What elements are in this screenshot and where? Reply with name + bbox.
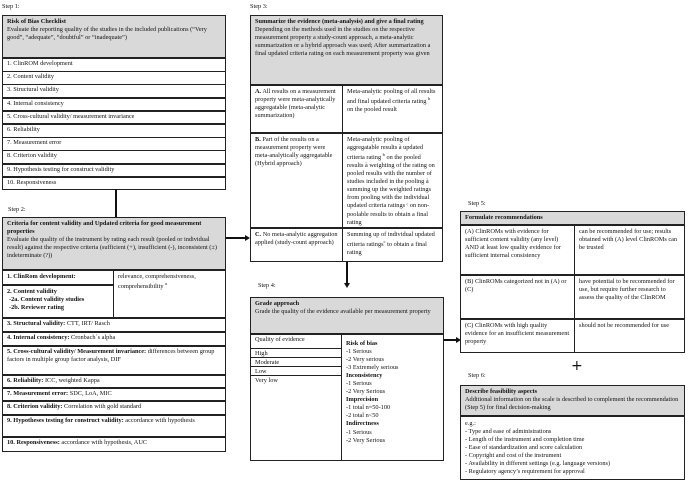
step2-criteria-cell: relevance, comprehensiveness, comprehensibility $^a$ <box>113 270 226 318</box>
step2-item <box>2 437 226 452</box>
downgrade-heading: Inconsistency <box>346 372 383 380</box>
feasibility-item: - Availability in different settings (e.g. language versions) <box>465 460 611 468</box>
step4-quality-column <box>250 334 342 461</box>
step2-item-text: differences between group factors in multiple group factor analysis, DIF <box>7 348 215 364</box>
step1-item: 9. Hypothesis testing for construct validity <box>2 164 226 178</box>
step2-item-label: 6. Reliability: <box>7 377 44 384</box>
step5-header <box>460 211 685 225</box>
step2-item-text: CTT, IRT/ Rasch <box>65 320 110 327</box>
step4-downgrade-column <box>341 334 444 461</box>
step1-item: 6. Reliability <box>2 124 226 138</box>
step2-item <box>2 401 226 415</box>
step1-item: 8. Criterion validity <box>2 150 226 164</box>
step2-header <box>2 217 226 270</box>
quality-level: Low <box>251 367 341 376</box>
step1-item: 3. Structural validity <box>2 84 226 98</box>
downgrade-item: -1 Serious <box>346 348 372 356</box>
step5-row-a-right: can be recommended for use; results obtained with (A) level ClinROMs can be trusted <box>574 225 685 275</box>
downgrade-heading: Indirectness <box>346 420 379 428</box>
step3-row-a-left: A. All results on a measurement property were meta-analytically aggregatable (meta-analytic summarization) <box>250 85 343 133</box>
step6-description: Additional information on the scale is described to complement the recommendation (Step 5) for final decision-making <box>465 396 679 412</box>
quality-level: High <box>251 349 341 358</box>
downgrade-item: -1 Serious <box>346 380 372 388</box>
step2-title: Criteria for content validity and Updated criteria for good measurement properties <box>7 220 202 236</box>
step1-item: 5. Cross-cultural validity/ measurement invariance <box>2 111 226 125</box>
step2-item <box>2 415 226 437</box>
step3-row-c-left: C. No meta-analytic aggregation applied (study-count approach) <box>250 228 343 262</box>
step6-eg: e.g.: <box>465 420 476 427</box>
step1-title: Risk of Bias Checklist <box>7 18 66 25</box>
step2-item-label: 9. Hypotheses testing for construct validity: <box>7 417 124 424</box>
step6-header <box>460 385 685 416</box>
step1-item: 2. Content validity <box>2 71 226 85</box>
feasibility-item: - Length of the instrument and completion time <box>465 436 585 444</box>
step5-row-c-left: (C) ClinROMs with high quality evidence for an insufficient measurement property <box>460 319 575 353</box>
downgrade-item: -2 total n<50 <box>346 412 379 420</box>
downgrade-item: -3 Extremely serious <box>346 364 399 372</box>
quality-header: Quality of evidence <box>251 335 341 349</box>
step4-label: Step 4: <box>258 282 276 289</box>
feasibility-item: - Copyright and cost of the instrument <box>465 452 562 460</box>
step2-item-label: 10. Responsiveness: <box>7 439 60 446</box>
step3-row-c-right: Summing up of individual updated criteria ratings$^c$ to obtain a final rating <box>342 228 443 262</box>
step2-label: Step 2: <box>8 206 26 213</box>
step2-item-label: 8. Criterion validity: <box>7 403 63 410</box>
step1-header <box>2 15 226 58</box>
quality-level: Very low <box>255 377 278 384</box>
step2-item <box>2 346 226 375</box>
step2-item <box>2 332 226 346</box>
step3-label: Step 3: <box>250 3 268 10</box>
plus-icon: + <box>571 358 583 374</box>
step2-item-text: ICC, weighted Kappa <box>43 377 100 384</box>
downgrade-item: -2 Very Serious <box>346 436 386 444</box>
step2-item-label: 5. Cross-cultural validity/ Measurement invariance: <box>7 348 147 355</box>
step4-header <box>250 297 444 334</box>
step1-item: 10. Responsiveness <box>2 177 226 191</box>
step3-row-b-left: B. Part of the results on a measurement property were meta-analytically aggregatable (Hybrid approach) <box>250 133 343 228</box>
arrow-head-down-icon <box>344 283 350 288</box>
step1-item: 4. Internal consistency <box>2 98 226 112</box>
step4-description: Grade the quality of the evidence available per measurement property <box>255 308 431 316</box>
step2-dev-cell: 1. ClinRom development: <box>2 270 114 285</box>
downgrade-heading: Risk of bias <box>346 340 378 347</box>
quality-level: Moderate <box>251 358 341 367</box>
step3-title: Summarize the evidence (meta-analysis) and give a final rating <box>255 18 424 25</box>
step1-item: 7. Measurement error <box>2 137 226 151</box>
downgrade-item: -2 Very Serious <box>346 388 386 396</box>
downgrade-heading: Imprecision <box>346 396 379 404</box>
step2-item-text: Correlation with gold standard <box>62 403 142 410</box>
step2-item-text: SDC, LoA, MIC <box>68 390 112 397</box>
step5-row-a-left: (A) ClinROMs with evidence for sufficient content validity (any level) AND at least low quality evidence for sufficient internal consistency <box>460 225 575 275</box>
step2-item-label: 3. Structural validity: <box>7 320 66 327</box>
step5-row-b-right: have potential to be recommended for use, but require further research to assess the quality of the ClinROM <box>574 275 685 319</box>
feasibility-item: - Type and ease of administrations <box>465 428 552 436</box>
step1-description: Evaluate the reporting quality of the studies in the included publications (“Very good”, “adequate”, “doubtful” or “inadequate”) <box>7 26 207 42</box>
step2-item-label: 4. Internal consistency: <box>7 334 70 341</box>
downgrade-item: -2 Very serious <box>346 356 385 364</box>
step1-label: Step 1: <box>2 3 20 10</box>
step3-row-a-right: Meta-analytic pooling of all results and final updated criteria rating $^b$ on the pooled result <box>342 85 443 133</box>
step2-item-label: 7. Measurement error: <box>7 390 69 397</box>
step3-description: Depending on the methods used in the studies on the respective measurement property a study-count approach, a meta-analytic summarization or a hybrid approach was used; After summarization a final updated criteria rating on each measurement property was given <box>255 26 431 58</box>
arrow-step2-step3 <box>226 237 247 239</box>
step2-item-text: accordance with hypothesis <box>123 417 195 424</box>
downgrade-item: -1 total n=50-100 <box>346 404 391 412</box>
step2-item <box>2 388 226 401</box>
step5-title: Formulate recommendations <box>465 214 543 221</box>
step6-title: Describe feasibility aspects <box>465 388 538 395</box>
step2-item <box>2 375 226 388</box>
step2-content-cell: 2. Content validity -2a. Content validity studies -2b. Reviewer rating <box>2 285 114 318</box>
step2-item-text: Cronbach´s alpha <box>69 334 116 341</box>
step5-label: Step 5: <box>468 200 486 207</box>
step3-header <box>250 15 443 85</box>
step1-item: 1. ClinROM development <box>2 58 226 72</box>
feasibility-item: - Ease of standardization and score calculation <box>465 444 583 452</box>
step5-row-c-right: should not be recommended for use <box>574 319 685 353</box>
step5-row-b-left: (B) ClinROMs categorized not in (A) or (C) <box>460 275 575 319</box>
downgrade-item: -1 Serious <box>346 428 372 436</box>
step2-item <box>2 318 226 332</box>
step6-label: Step 6: <box>468 372 486 379</box>
step6-list <box>460 416 685 480</box>
step2-item-text: accordance with hypothesis, AUC <box>59 439 148 446</box>
feasibility-item: - Regulatory agency’s requirement for approval <box>465 468 585 476</box>
step4-title: Grade approach <box>255 300 300 307</box>
step2-description: Evaluate the quality of the instrument by rating each result (pooled or individual result) against the respective criteria (sufficient (+), insufficient (-), inconsistent (±) indeterminate (?)) <box>7 236 217 260</box>
step3-row-b-right: Meta-analytic pooling of aggregatable results à updated criteria rating $^b$ on the pooled results à weighting of the rating on pooled results with the number of studies included in the pooling à summing up the weighted ratings from pooling with the individual updated criteria ratings ᶜ on non-poolable results to obtain a final rating <box>342 133 443 228</box>
